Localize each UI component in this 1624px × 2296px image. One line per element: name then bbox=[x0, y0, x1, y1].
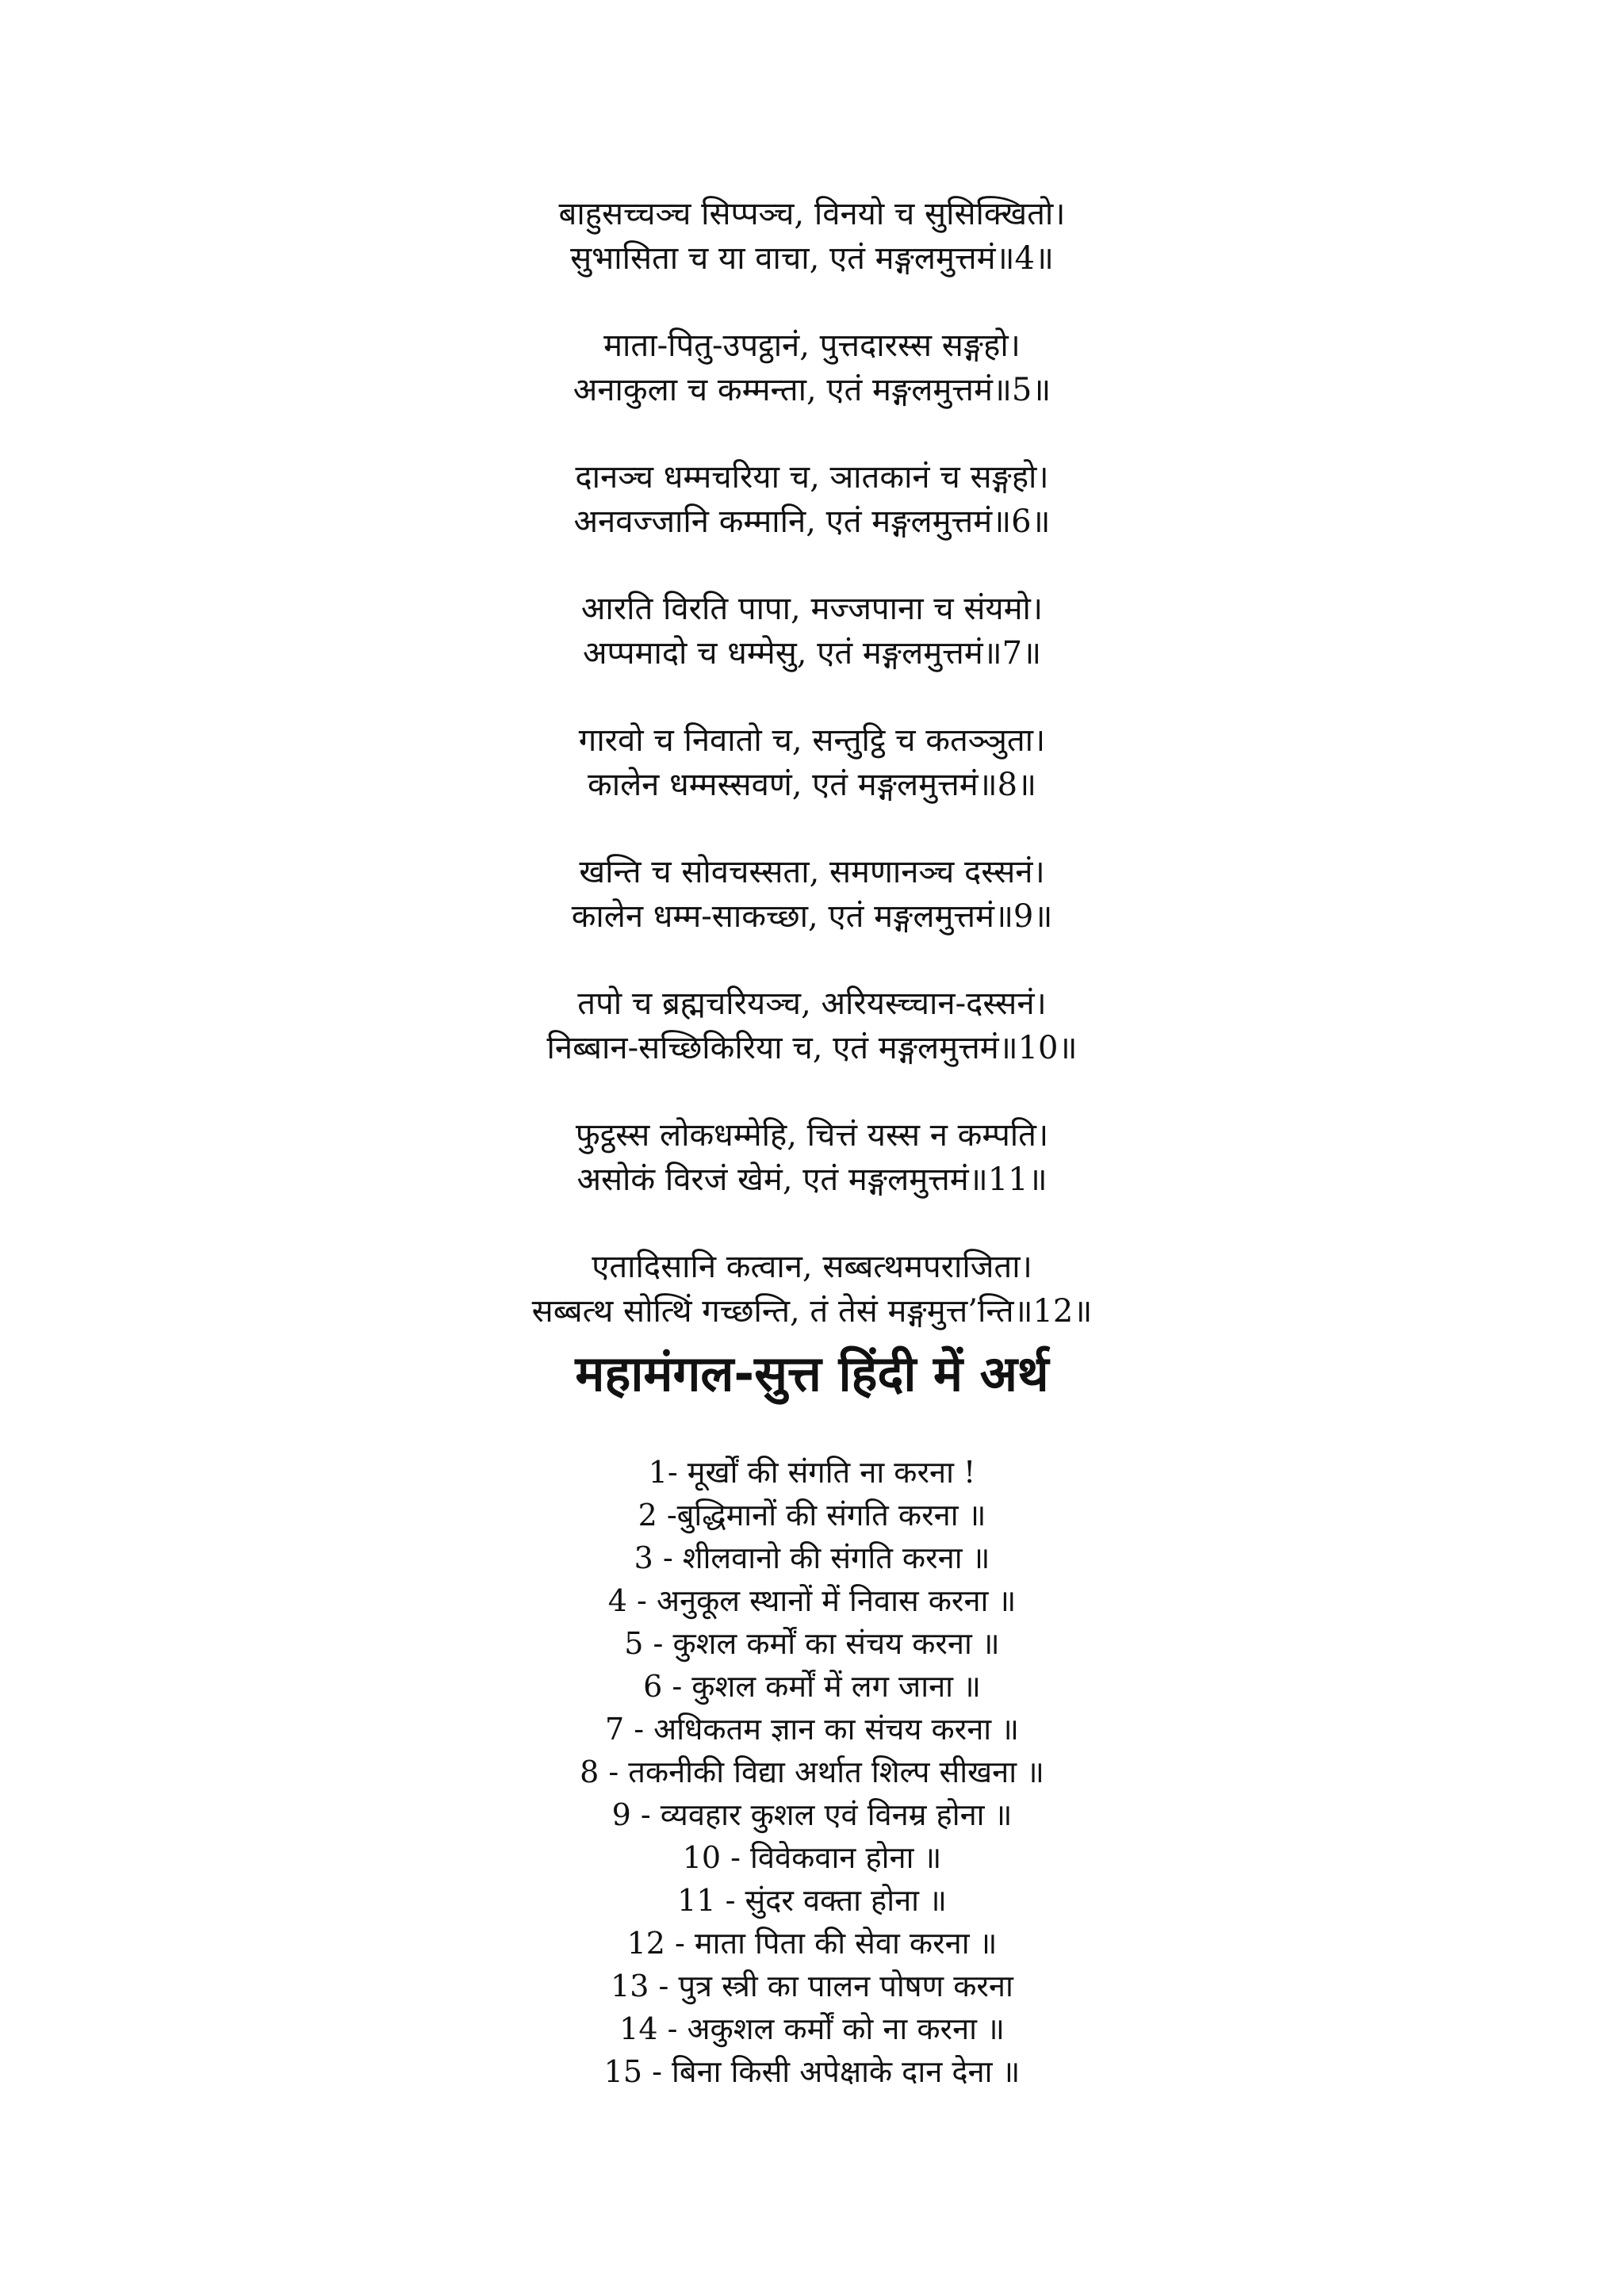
verse-line: आरति विरति पापा, मज्जपाना च संयमो। bbox=[580, 591, 1044, 627]
verse-stanza-10 bbox=[0, 982, 1624, 1113]
verse-line: सुभासिता च या वाचा, एतं मङ्गलमुत्तमं॥4॥ bbox=[570, 240, 1054, 277]
verse-line: एतादिसानि कत्वान, सब्बत्थमपराजिता। bbox=[592, 1249, 1032, 1285]
meaning-item: 6 - कुशल कर्मों में लग जाना ॥ bbox=[643, 1669, 981, 1704]
pali-verses bbox=[0, 192, 1624, 1376]
meaning-item: 10 - विवेकवान होना ॥ bbox=[682, 1840, 942, 1875]
verse-line: कालेन धम्मस्सवणं, एतं मङ्गलमुत्तमं॥8॥ bbox=[587, 767, 1037, 803]
verse-line: अनवज्जानि कम्मानि, एतं मङ्गलमुत्तमं॥6॥ bbox=[573, 503, 1051, 540]
meaning-item: 13 - पुत्र स्त्री का पालन पोषण करना bbox=[611, 1969, 1013, 2003]
verse-line: अनाकुला च कम्मन्ता, एतं मङ्गलमुत्तमं॥5॥ bbox=[573, 372, 1051, 408]
meaning-item: 3 - शीलवानो की संगति करना ॥ bbox=[634, 1540, 990, 1575]
verse-line: माता-पितु-उपट्ठानं, पुत्तदारस्स सङ्गहो। bbox=[603, 327, 1021, 364]
meaning-item: 1- मूर्खों की संगति ना करना ! bbox=[648, 1455, 976, 1490]
meaning-item: 14 - अकुशल कर्मों को ना करना ॥ bbox=[619, 2011, 1005, 2046]
verse-stanza-6 bbox=[0, 455, 1624, 587]
verse-line: सब्बत्थ सोत्थिं गच्छन्ति, तं तेसं मङ्गमुत्त’न्ति॥12॥ bbox=[531, 1293, 1093, 1330]
verse-line: गारवो च निवातो च, सन्तुट्ठि च कतञ्ञुता। bbox=[578, 722, 1046, 759]
verse-line: निब्बान-सच्छिकिरिया च, एतं मङ्गलमुत्तमं॥10॥ bbox=[546, 1030, 1078, 1066]
meaning-item: 7 - अधिकतम ज्ञान का संचय करना ॥ bbox=[605, 1712, 1019, 1747]
verse-line: तपो च ब्रह्मचरियञ्च, अरियस्च्चान-दस्सनं। bbox=[577, 985, 1047, 1022]
verse-stanza-9 bbox=[0, 850, 1624, 982]
meaning-item: 11 - सुंदर वक्ता होना ॥ bbox=[677, 1883, 947, 1918]
meaning-item: 5 - कुशल कर्मों का संचय करना ॥ bbox=[624, 1626, 1000, 1661]
verse-stanza-7 bbox=[0, 587, 1624, 718]
verse-line: खन्ति च सोवचस्सता, समणानञ्च दस्सनं। bbox=[579, 854, 1045, 890]
verse-line: बाहुसच्चञ्च सिप्पञ्च, विनयो च सुसिक्खितो। bbox=[558, 196, 1066, 232]
verse-line: फुट्ठस्स लोकधम्मेहि, चित्तं यस्स न कम्पति। bbox=[575, 1117, 1049, 1154]
verse-stanza-8 bbox=[0, 718, 1624, 850]
verse-line: अप्पमादो च धम्मेसु, एतं मङ्गलमुत्तमं॥7॥ bbox=[582, 635, 1042, 672]
meaning-item: 8 - तकनीकी विद्या अर्थात शिल्प सीखना ॥ bbox=[580, 1755, 1044, 1789]
meaning-item: 15 - बिना किसी अपेक्षाके दान देना ॥ bbox=[603, 2054, 1021, 2089]
meaning-item: 2 -बुद्धिमानों की संगति करना ॥ bbox=[638, 1498, 986, 1533]
verse-line: कालेन धम्म-साकच्छा, एतं मङ्गलमुत्तमं॥9॥ bbox=[571, 898, 1053, 935]
verse-line: दानञ्च धम्मचरिया च, ञातकानं च सङ्गहो। bbox=[575, 459, 1049, 496]
meaning-list bbox=[0, 1451, 1624, 2093]
verse-stanza-4 bbox=[0, 192, 1624, 323]
verse-stanza-11 bbox=[0, 1113, 1624, 1245]
verse-stanza-5 bbox=[0, 323, 1624, 455]
meaning-item: 12 - माता पिता की सेवा करना ॥ bbox=[626, 1926, 998, 1961]
meaning-item: 4 - अनुकूल स्थानों में निवास करना ॥ bbox=[607, 1583, 1017, 1618]
verse-line: असोकं विरजं खेमं, एतं मङ्गलमुत्तमं॥11॥ bbox=[576, 1161, 1048, 1198]
meaning-item: 9 - व्यवहार कुशल एवं विनम्र होना ॥ bbox=[611, 1797, 1013, 1832]
section-heading: महामंगल-सुत्त हिंदी में अर्थ bbox=[575, 1345, 1049, 1402]
